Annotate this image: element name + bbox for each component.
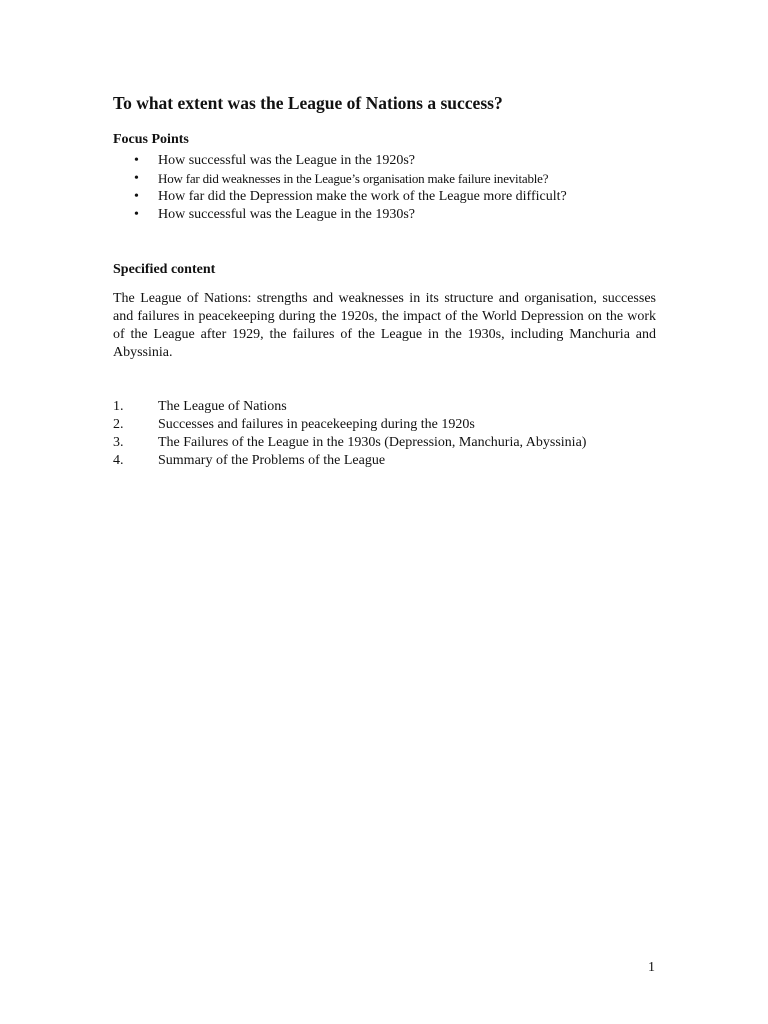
list-item-text: The League of Nations: [158, 399, 287, 414]
focus-point-text: How successful was the League in the 1930s?: [158, 207, 415, 222]
bullet-icon: •: [134, 153, 139, 168]
list-number: 4.: [113, 453, 124, 468]
contents-list: [113, 398, 673, 470]
list-item: [113, 434, 673, 452]
specified-content-paragraph: The League of Nations: strengths and weaknesses in its structure and organisation, successes and failures in peacekeeping during the 1920s, the impact of the World Depression on the work of the League after 1929, the failures of the League in the 1930s, including Manchuria and Abyssinia.: [113, 291, 656, 360]
list-item-text: Summary of the Problems of the League: [158, 453, 386, 468]
list-number: 2.: [113, 417, 124, 432]
specified-content-heading: Specified content: [113, 262, 216, 277]
list-item: [113, 206, 673, 224]
list-item: [113, 152, 673, 170]
list-item: [113, 170, 673, 188]
focus-point-text: How far did the Depression make the work of the League more difficult?: [158, 189, 567, 204]
list-number: 3.: [113, 435, 124, 450]
list-item: [113, 398, 673, 416]
list-item: [113, 416, 673, 434]
focus-points-list: [113, 152, 673, 224]
bullet-icon: •: [134, 189, 139, 204]
page-title: To what extent was the League of Nations a success?: [113, 93, 503, 113]
list-item: [113, 188, 673, 206]
focus-point-text: How far did weaknesses in the League’s organisation make failure inevitable?: [158, 171, 549, 186]
list-item-text: The Failures of the League in the 1930s (Depression, Manchuria, Abyssinia): [158, 435, 587, 450]
list-item: [113, 452, 673, 470]
bullet-icon: •: [134, 207, 139, 222]
list-number: 1.: [113, 399, 124, 414]
bullet-icon: •: [134, 171, 139, 186]
list-item-text: Successes and failures in peacekeeping during the 1920s: [158, 417, 475, 432]
focus-point-text: How successful was the League in the 1920s?: [158, 153, 415, 168]
page-number: 1: [648, 960, 655, 975]
focus-points-heading: Focus Points: [113, 132, 189, 147]
